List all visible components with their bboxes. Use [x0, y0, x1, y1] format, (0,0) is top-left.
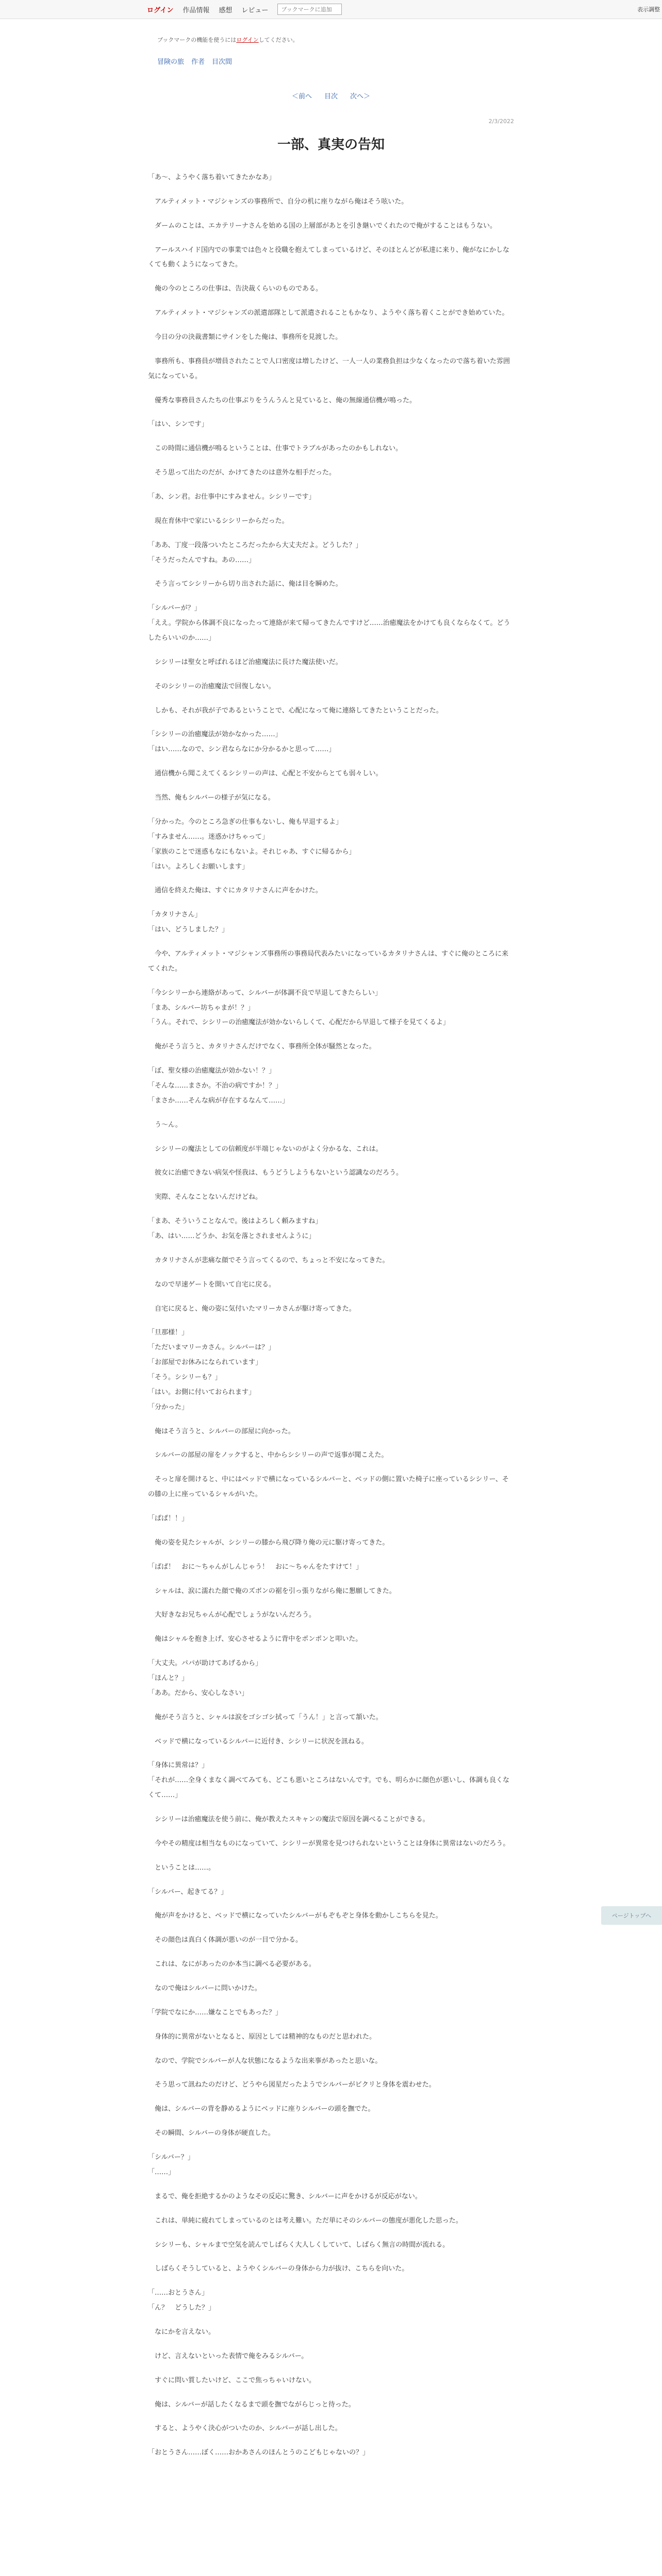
body-paragraph: ということは……。: [148, 1863, 216, 1872]
body-paragraph: なので、学院でシルバーが人な状態になるような出来事があったと思いな。: [148, 2057, 382, 2065]
chapter-pager: [0, 91, 662, 100]
body-paragraph: 「カタリナさん」 「はい、どうしました？」: [148, 911, 229, 934]
bookmark-input[interactable]: [277, 4, 342, 15]
body-paragraph: カタリナさんが悲痛な顔でそう言ってくるので、ちょっと不安になってきた。: [148, 1256, 389, 1264]
body-paragraph: シャルは、涙に濡れた顔で俺のズボンの裾を引っ張りながら俺に懇願してきた。: [148, 1587, 396, 1595]
body-paragraph: 彼女に治癒できない病気や怪我は、もうどうしようもないという認識なのだろう。: [148, 1169, 403, 1177]
body-paragraph: 今や、アルティメット・マジシャンズ事務所の事務局代表みたいになっているカタリナさんは、すぐに俺のところに来てくれた。: [148, 950, 508, 973]
body-paragraph: 俺がそう言うと、シャルは涙をゴシゴシ拭って「うん！」と言って頷いた。: [148, 1713, 383, 1721]
body-paragraph: 「分かった。今のところ急ぎの仕事もないし、俺も早退するよ」 「すみません……。迷惑かけちゃって」 「家族のことで迷惑もなにもないよ。それじゃあ、すぐに帰るから」 「はい。よろしくお願いします」: [148, 818, 356, 871]
body-paragraph: けど、言えないといった表情で俺をみるシルバー。: [148, 2352, 308, 2360]
body-paragraph: これは、単純に疲れてしまっているのとは考え難い。ただ単にそのシルバーの態度が悪化した思った。: [148, 2216, 462, 2225]
nav-work-info[interactable]: 作品情報: [183, 6, 210, 14]
body-paragraph: 「今シシリーから連絡があって、シルバーが体調不良で早退してきたらしい」 「まあ、シルバー坊ちゃまが！？」 「うん。それで、シシリーの治癒魔法が効かないらしくて、心配だから早退して様子を見てくるよ」: [148, 989, 450, 1027]
body-paragraph: 「シルバー？」 「……」: [148, 2154, 194, 2176]
next-chapter-link[interactable]: 次へ＞: [350, 93, 371, 100]
body-paragraph: 通信機から聞こえてくるシシリーの声は、心配と不安からとても弱々しい。: [148, 770, 383, 778]
body-paragraph: シシリーも、シャルまで空気を読んでしばらく大人しくしていて、しばらく無言の時間が流れる。: [148, 2241, 450, 2249]
body-paragraph: ダームのことは、エカテリーナさんを始める国の上層部があとを引き継いでくれたので俺がすることはもうない。: [148, 222, 497, 230]
body-paragraph: 「……おとうさん」 「ん？ どうした？」: [148, 2289, 216, 2312]
nav-reviews[interactable]: レビュー: [241, 6, 269, 14]
body-paragraph: 現在育休中で家にいるシシリーからだった。: [148, 517, 289, 525]
body-paragraph: 優秀な事務員さんたちの仕事ぶりをうんうんと見ていると、俺の無線通信機が鳴った。: [148, 396, 417, 404]
body-paragraph: 俺がそう言うと、カタリナさんだけでなく、事務所全体が騒然となった。: [148, 1043, 376, 1051]
body-paragraph: すぐに問い質したいけど、ここで焦っちゃいけない。: [148, 2376, 316, 2384]
body-paragraph: 「学院でなにか……嫌なことでもあった？」: [148, 2008, 282, 2016]
body-paragraph: なので俺はシルバーに問いかけた。: [148, 1985, 261, 1993]
body-paragraph: なので早速ゲートを開いて自宅に戻る。: [148, 1280, 276, 1289]
body-paragraph: 今やその精度は相当なものになっていて、シシリーが異常を見つけられないということは身体に異常はないのだろう。: [148, 1839, 510, 1848]
top-bar: [0, 0, 662, 19]
chapter-body: [148, 171, 514, 2461]
body-paragraph: 「ぱぱ！！」: [148, 1515, 189, 1522]
body-paragraph: 「大丈夫。パパが助けてあげるから」 「ほんと？」 「ああ。だから、安心しなさい」: [148, 1659, 262, 1697]
body-paragraph: 実際、そんなことないんだけどね。: [148, 1193, 262, 1201]
notice-text-after: してください。: [258, 37, 299, 43]
page-top-button[interactable]: ページトップへ: [601, 1906, 662, 1925]
body-paragraph: この時間に通信機が鳴るということは、仕事でトラブルがあったのかもしれない。: [148, 445, 403, 453]
body-paragraph: その顔色は真白く体調が悪いのが一目で分かる。: [148, 1936, 303, 1944]
top-nav: [147, 4, 342, 15]
body-paragraph: シシリーは治癒魔法を使う前に、俺が教えたスキャンの魔法で原因を調べることができる。: [148, 1816, 429, 1824]
breadcrumb-series[interactable]: 冒険の旅: [157, 58, 185, 66]
login-notice: [157, 36, 662, 44]
body-paragraph: 俺が声をかけると、ベッドで横になっていたシルバーがもぞもぞと身体を動かしこちらを見た。: [148, 1912, 442, 1920]
body-paragraph: しかも、それが我が子であるということで、心配になって俺に連絡してきたということだった。: [148, 706, 443, 715]
body-paragraph: そのシシリーの治癒魔法で回復しない。: [148, 682, 275, 690]
body-paragraph: ベッドで横になっているシルバーに近付き、シシリーに状況を訊ねる。: [148, 1737, 368, 1745]
body-paragraph: しばらくそうしていると、ようやくシルバーの身体から力が抜け、こちらを向いた。: [148, 2265, 409, 2273]
body-paragraph: 「シルバーが？」 「ええ。学院から体調不良になったって連絡が来て帰ってきたんですけど……治癒魔法をかけても良くならなくて。どうしたらいいのか……」: [148, 604, 510, 642]
breadcrumb-author[interactable]: 作者: [191, 58, 205, 66]
body-paragraph: そう思って出たのだが、かけてきたのは意外な相手だった。: [148, 469, 336, 477]
body-paragraph: シシリーは聖女と呼ばれるほど治癒魔法に長けた魔法使いだ。: [148, 658, 342, 666]
body-paragraph: 俺の姿を見たシャルが、シシリーの膝から飛び降り俺の元に駆け寄ってきた。: [148, 1538, 389, 1547]
body-paragraph: 「旦那様！」 「ただいまマリーカさん。シルバーは？」 「お部屋でお休みになられています」 「そう。シシリーも？」 「はい。お側に付いておられます」 「分かった」: [148, 1329, 275, 1411]
body-paragraph: 当然、俺もシルバーの様子が気になる。: [148, 794, 275, 802]
body-paragraph: まるで、俺を拒絶するかのようなその反応に驚き、シルバーに声をかけるが反応がない。: [148, 2192, 422, 2200]
body-paragraph: アールスハイド国内での事業では色々と役職を抱えてしまっているけど、そのほとんどが私達に来り、俺がなにかしなくても動くようになってきた。: [148, 246, 509, 269]
body-paragraph: 「ぼ、聖女様の治癒魔法が効かない！？」 「そんな……まさか。不治の病ですか！？」 「まさか……そんな病が存在するなんて……」: [148, 1067, 289, 1105]
prev-chapter-link[interactable]: ＜前へ: [291, 93, 312, 100]
body-paragraph: アルティメット・マジシャンズの事務所で、自分の机に座りながら俺はそう呟いた。: [148, 197, 408, 206]
body-paragraph: 俺はそう言うと、シルバーの部屋に向かった。: [148, 1427, 295, 1435]
body-paragraph: シシリーの魔法としての信頼度が半端じゃないのがよく分かるな、これは。: [148, 1145, 383, 1153]
body-paragraph: 通信を終えた俺は、すぐにカタリナさんに声をかけた。: [148, 887, 322, 895]
body-paragraph: 「あ～、ようやく落ち着いてきたかなあ」: [148, 174, 276, 181]
notice-text-before: ブックマークの機能を使うには: [157, 37, 237, 43]
body-paragraph: 今日の分の決裁書類にサインをした俺は、事務所を見渡した。: [148, 333, 342, 342]
body-paragraph: すると、ようやく決心がついたのか、シルバーが話し出した。: [148, 2425, 342, 2433]
body-paragraph: アルティメット・マジシャンズの派遣部隊として派遣されることもかなり、ようやく落ち着くことができ始めていた。: [148, 309, 509, 317]
login-link[interactable]: ログイン: [147, 6, 174, 14]
body-paragraph: そっと扉を開けると、中にはベッドで横になっているシルバーと、ベッドの側に置いた椅子に座っているシシリー、その膝の上に座っているシャルがいた。: [148, 1476, 509, 1499]
body-paragraph: 「はい、シンです」: [148, 420, 208, 429]
body-paragraph: 「ああ、丁度一段落ついたところだったから大丈夫だよ。どうした？」 「そうだったんですね。あの……」: [148, 541, 362, 564]
body-paragraph: これは、なにがあったのか本当に調べる必要がある。: [148, 1960, 316, 1969]
body-paragraph: 「おとうさん……ぼく……おかあさんのほんとうのこどもじゃないの？」: [148, 2449, 370, 2457]
breadcrumb: [157, 56, 662, 66]
body-paragraph: 俺の今のところの仕事は、告決裁くらいのものである。: [148, 285, 323, 293]
body-paragraph: 「ぱぱ！ おに～ちゃんがしんじゃう！ おに～ちゃんをたすけて！」: [148, 1563, 363, 1571]
body-paragraph: 「シルバー、起きてる？」: [148, 1888, 228, 1896]
body-paragraph: 「身体に異常は？」 「それが……全身くまなく調べてみても、どこも悪いところはないんです。でも、明らかに顔色が悪いし、体調も良くなくて……」: [148, 1761, 509, 1800]
body-paragraph: そう思って訊ねたのだけど、どうやら図星だったようでシルバーがビクリと身体を震わせた。: [148, 2081, 436, 2089]
publish-date: 2/3/2022: [488, 118, 514, 125]
body-paragraph: 「シシリーの治癒魔法が効かなかった……」 「はい……なので、シン君ならなにか分かるかと思って……」: [148, 731, 336, 754]
breadcrumb-toc[interactable]: 目次間: [212, 58, 233, 66]
body-paragraph: 「あ、シン君。お仕事中にすみません。シシリーです」: [148, 493, 316, 501]
body-paragraph: 「まあ、そういうことなんで。後はよろしく頼みますね」 「あ、はい……どうか、お気を落とされませんように」: [148, 1217, 322, 1240]
body-paragraph: シルバーの部屋の扉をノックすると、中からシシリーの声で返事が聞こえた。: [148, 1451, 388, 1460]
body-paragraph: 自宅に戻ると、俺の姿に気付いたマリーカさんが駆け寄ってきた。: [148, 1304, 356, 1313]
body-paragraph: う～ん。: [148, 1121, 182, 1129]
toc-link[interactable]: 目次: [324, 93, 338, 100]
body-paragraph: その瞬間、シルバーの身体が硬直した。: [148, 2129, 275, 2138]
body-paragraph: なにかを言えない。: [148, 2328, 216, 2336]
body-paragraph: 事務所も、事務員が増員されたことで人口密度は増したけど、一人一人の業務負担は少なくなったので落ち着いた雰囲気になっている。: [148, 357, 510, 380]
nav-impressions[interactable]: 感想: [219, 6, 233, 14]
body-paragraph: 俺は、シルバーが話したくなるまで頭を撫でながらじっと待った。: [148, 2400, 355, 2409]
display-settings-button[interactable]: 表示調整: [637, 6, 660, 13]
body-paragraph: 大好きなお兄ちゃんが心配でしょうがないんだろう。: [148, 1611, 316, 1619]
body-paragraph: そう言ってシシリーから切り出された話に、俺は目を瞬めた。: [148, 580, 342, 588]
body-paragraph: 身体的に異常がないとなると、原因としては精神的なものだと思われた。: [148, 2032, 376, 2041]
chapter-title: 一部、真実の告知: [277, 137, 385, 152]
body-paragraph: 俺は、シルバーの背を静めるようにベッドに座りシルバーの頭を撫でた。: [148, 2105, 375, 2113]
body-paragraph: 俺はシャルを抱き上げ、安心させるように背中をポンポンと叩いた。: [148, 1635, 362, 1643]
notice-login-link[interactable]: ログイン: [236, 37, 259, 43]
